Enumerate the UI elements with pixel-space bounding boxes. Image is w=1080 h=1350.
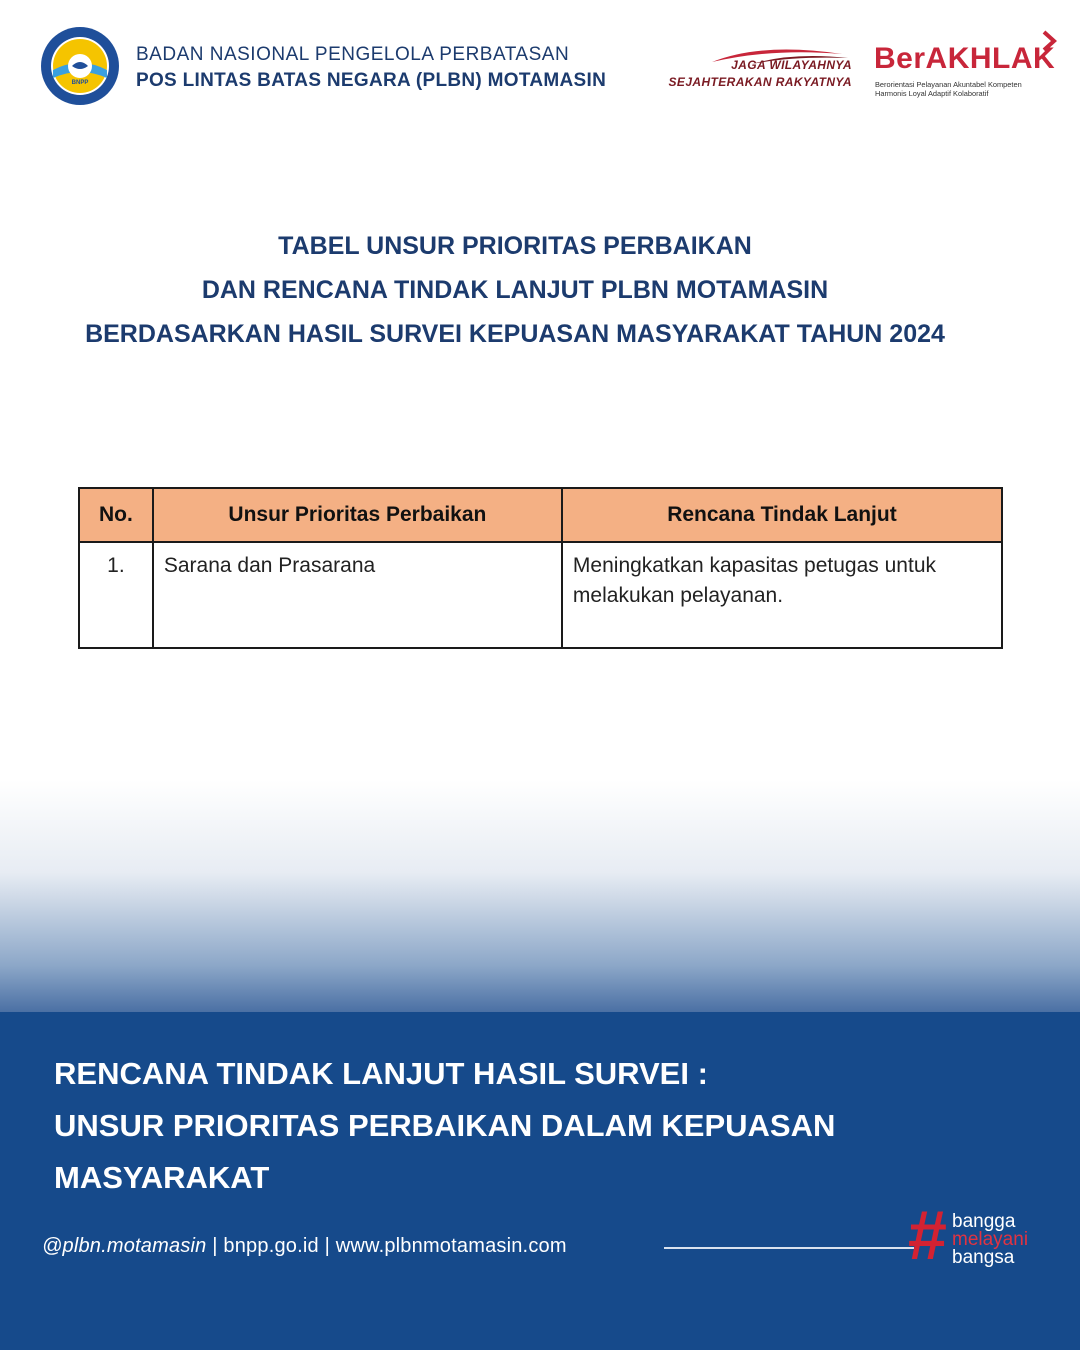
bnpp-seal-logo: [40, 26, 120, 106]
bangga-word3: bangsa: [952, 1247, 1015, 1268]
berakhlak-values-line1: Berorientasi Pelayanan Akuntabel Kompeten: [875, 80, 1022, 89]
cell-no: 1.: [79, 542, 153, 648]
chevron-right-icon: [1040, 30, 1060, 52]
cell-rencana: Meningkatkan kapasitas petugas untuk melakukan pelayanan.: [562, 542, 1002, 648]
footer-divider: [664, 1247, 914, 1249]
table-header-row: [79, 488, 1002, 542]
page-title: [0, 224, 1080, 356]
title-line2: DAN RENCANA TINDAK LANJUT PLBN MOTAMASIN: [201, 276, 829, 304]
bangga-word1: bangga: [952, 1211, 1016, 1232]
slogan-line1: JAGA WILAYAHNYA: [731, 58, 852, 72]
berakhlak-logo: [874, 36, 1064, 102]
website-plbn[interactable]: www.plbnmotamasin.com: [335, 1235, 567, 1257]
band-title-line1: RENCANA TINDAK LANJUT HASIL SURVEI :: [54, 1056, 708, 1091]
band-title-line2: UNSUR PRIORITAS PERBAIKAN DALAM KEPUASAN: [54, 1108, 836, 1143]
svg-text:BNPP: BNPP: [71, 80, 89, 86]
bangga-word2: melayani: [952, 1229, 1029, 1250]
org-name: BADAN NASIONAL PENGELOLA PERBATASAN: [136, 44, 570, 65]
hashtag-icon: #: [908, 1196, 947, 1274]
gradient-fade: [0, 780, 1080, 1012]
band-title: [54, 1048, 954, 1204]
instagram-handle[interactable]: @plbn.motamasin: [42, 1235, 207, 1257]
title-line1: TABEL UNSUR PRIORITAS PERBAIKAN: [278, 232, 752, 260]
header: [0, 0, 1080, 120]
slogan-line2: SEJAHTERAKAN RAKYATNYA: [668, 75, 852, 89]
header-no: No.: [79, 488, 153, 542]
berakhlak-wordmark: BerAKHLAK: [874, 42, 1056, 75]
separator: |: [206, 1235, 224, 1257]
berakhlak-values-line2: Harmonis Loyal Adaptif Kolaboratif: [875, 89, 989, 98]
band-title-line3: MASYARAKAT: [54, 1160, 270, 1195]
table-row: [79, 542, 1002, 648]
cell-unsur: Sarana dan Prasarana: [153, 542, 562, 648]
header-unsur: Unsur Prioritas Perbaikan: [153, 488, 562, 542]
org-unit: POS LINTAS BATAS NEGARA (PLBN) MOTAMASIN: [136, 70, 607, 91]
separator: |: [318, 1235, 336, 1257]
title-line3: BERDASARKAN HASIL SURVEI KEPUASAN MASYARAKAT TAHUN 2024: [85, 320, 945, 348]
bangga-melayani-bangsa-logo: [908, 1196, 1058, 1278]
slogan-logo: [652, 44, 856, 96]
priority-table: [78, 487, 1003, 649]
footer-links: [42, 1235, 567, 1258]
header-rencana: Rencana Tindak Lanjut: [562, 488, 1002, 542]
website-bnpp[interactable]: bnpp.go.id: [223, 1235, 319, 1257]
